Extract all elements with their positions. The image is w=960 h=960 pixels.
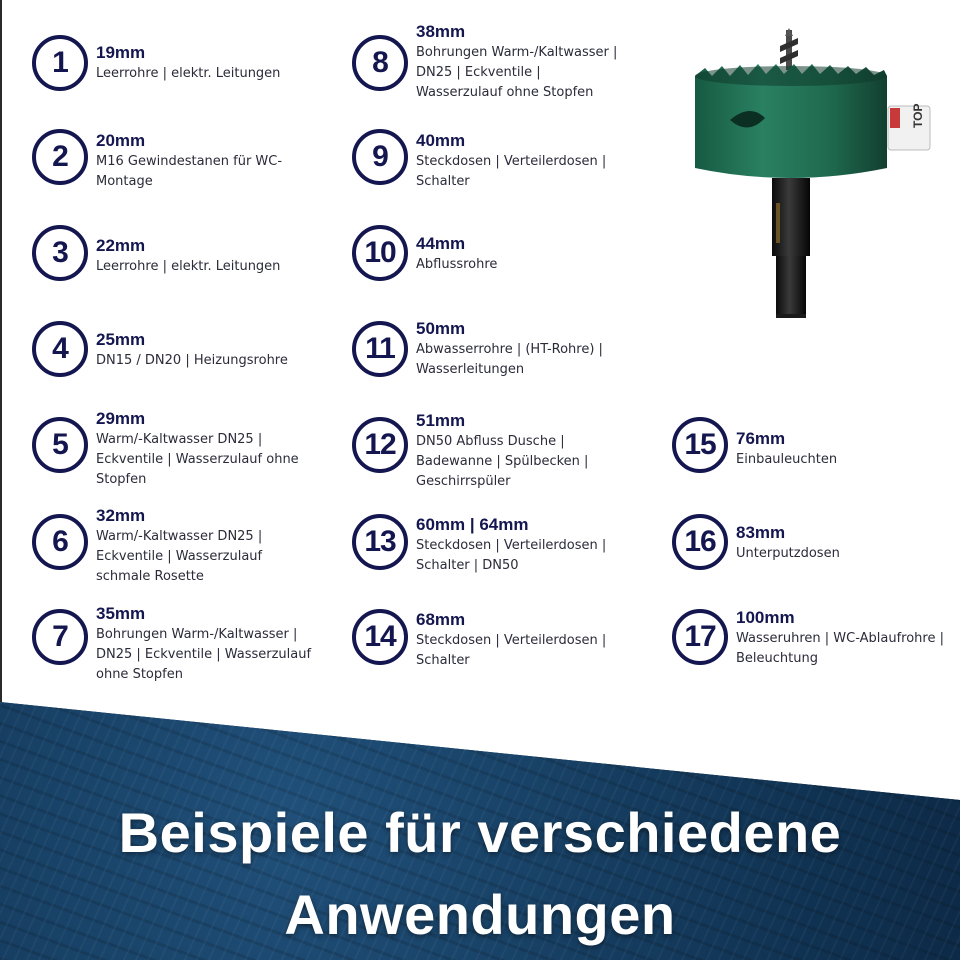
size-label: 22mm bbox=[96, 236, 146, 255]
number-badge: 13 bbox=[352, 514, 408, 570]
description-line: Schalter | DN50 bbox=[416, 558, 519, 573]
number-badge: 9 bbox=[352, 129, 408, 185]
size-label: 51mm bbox=[416, 411, 466, 430]
description-line: ohne Stopfen bbox=[96, 667, 183, 682]
number-badge: 4 bbox=[32, 321, 88, 377]
description-line: Abflussrohre bbox=[416, 257, 498, 272]
description-line: DN15 / DN20 | Heizungsrohre bbox=[96, 353, 288, 368]
size-label: 68mm bbox=[416, 610, 466, 629]
description-line: Steckdosen | Verteilerdosen | bbox=[416, 154, 607, 169]
number-badge: 2 bbox=[32, 129, 88, 185]
size-label: 76mm bbox=[736, 429, 786, 448]
description-line: Eckventile | Wasserzulauf bbox=[96, 549, 263, 564]
description-line: Bohrungen Warm-/Kaltwasser | bbox=[416, 45, 618, 60]
description-line: Stopfen bbox=[96, 472, 147, 487]
description-line: Leerrohre | elektr. Leitungen bbox=[96, 66, 281, 81]
size-label: 20mm bbox=[96, 131, 146, 150]
description-line: Beleuchtung bbox=[736, 651, 818, 666]
description-line: Wasserleitungen bbox=[416, 362, 525, 377]
size-label: 50mm bbox=[416, 319, 466, 338]
description-line: Steckdosen | Verteilerdosen | bbox=[416, 538, 607, 553]
description-line: Unterputzdosen bbox=[736, 546, 840, 561]
description-line: Bohrungen Warm-/Kaltwasser | bbox=[96, 627, 298, 642]
number-badge: 14 bbox=[352, 609, 408, 665]
number-badge: 3 bbox=[32, 225, 88, 281]
size-label: 44mm bbox=[416, 234, 466, 253]
description-line: DN25 | Eckventile | bbox=[416, 65, 541, 80]
size-label: 19mm bbox=[96, 43, 146, 62]
number-badge: 10 bbox=[352, 225, 408, 281]
size-label: 35mm bbox=[96, 604, 146, 623]
description-line: Steckdosen | Verteilerdosen | bbox=[416, 633, 607, 648]
headline-line-2: Anwendungen bbox=[284, 883, 676, 946]
number-badge: 12 bbox=[352, 417, 408, 473]
description-line: M16 Gewindestanen für WC- bbox=[96, 154, 283, 169]
description-line: Badewanne | Spülbecken | bbox=[416, 454, 589, 469]
headline bbox=[0, 792, 960, 956]
number-badge: 16 bbox=[672, 514, 728, 570]
description-line: Abwasserrohre | (HT-Rohre) | bbox=[416, 342, 603, 357]
description-line: Einbauleuchten bbox=[736, 452, 838, 467]
description-line: Montage bbox=[96, 174, 153, 189]
description-line: Warm/-Kaltwasser DN25 | bbox=[96, 432, 263, 447]
left-border-line bbox=[0, 0, 2, 710]
description-line: Geschirrspüler bbox=[416, 474, 511, 489]
number-badge: 8 bbox=[352, 35, 408, 91]
description-line: Schalter bbox=[416, 653, 470, 668]
number-badge: 6 bbox=[32, 514, 88, 570]
size-label: 29mm bbox=[96, 409, 146, 428]
description-line: Leerrohre | elektr. Leitungen bbox=[96, 259, 281, 274]
description-line: Warm/-Kaltwasser DN25 | bbox=[96, 529, 263, 544]
description-line: Wasseruhren | WC-Ablaufrohre | bbox=[736, 631, 944, 646]
size-label: 100mm bbox=[736, 608, 795, 627]
number-badge: 17 bbox=[672, 609, 728, 665]
description-line: schmale Rosette bbox=[96, 569, 204, 584]
size-label: 32mm bbox=[96, 506, 146, 525]
size-label: 25mm bbox=[96, 330, 146, 349]
tag-text: TOP bbox=[911, 103, 925, 128]
number-badge: 7 bbox=[32, 609, 88, 665]
description-line: DN25 | Eckventile | Wasserzulauf bbox=[96, 647, 312, 662]
description-line: DN50 Abfluss Dusche | bbox=[416, 434, 565, 449]
hole-saw-image bbox=[690, 28, 940, 328]
headline-line-1: Beispiele für verschiedene bbox=[118, 801, 842, 864]
description-line: Schalter bbox=[416, 174, 470, 189]
description-line: Wasserzulauf ohne Stopfen bbox=[416, 85, 594, 100]
number-badge: 1 bbox=[32, 35, 88, 91]
number-badge: 15 bbox=[672, 417, 728, 473]
size-label: 38mm bbox=[416, 22, 466, 41]
description-line: Eckventile | Wasserzulauf ohne bbox=[96, 452, 299, 467]
number-badge: 5 bbox=[32, 417, 88, 473]
size-label: 40mm bbox=[416, 131, 466, 150]
size-label: 83mm bbox=[736, 523, 786, 542]
number-badge: 11 bbox=[352, 321, 408, 377]
size-label: 60mm | 64mm bbox=[416, 515, 529, 534]
